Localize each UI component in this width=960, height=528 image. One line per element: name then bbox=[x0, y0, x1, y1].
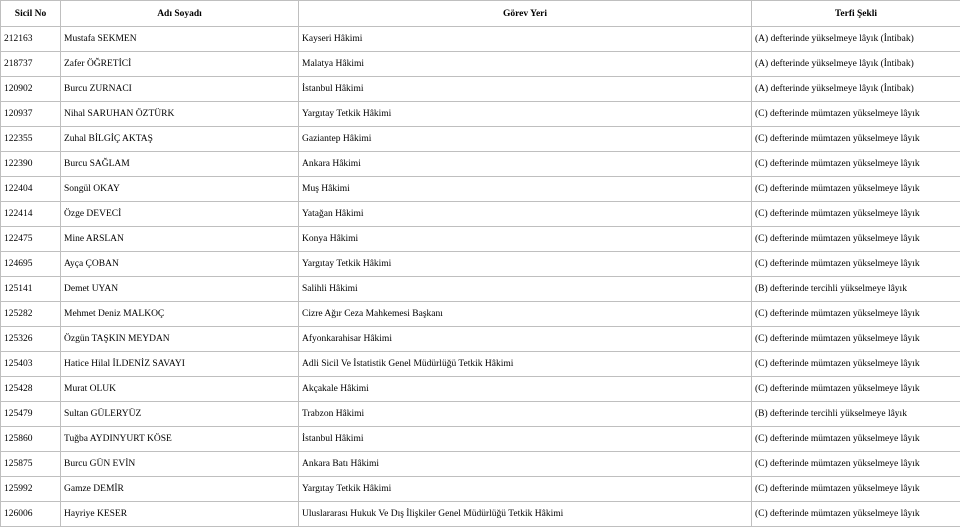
position-cell: Adli Sicil Ve İstatistik Genel Müdürlüğü Tetkik Hâkimi bbox=[299, 352, 752, 377]
table-row bbox=[1, 427, 960, 452]
name-cell: Demet UYAN bbox=[61, 277, 299, 302]
promotion-cell: (C) defterinde mümtazen yükselmeye lâyık bbox=[752, 177, 960, 202]
table-row bbox=[1, 177, 960, 202]
sicil-no-cell: 125860 bbox=[1, 427, 61, 452]
table-row bbox=[1, 327, 960, 352]
sicil-no-cell: 120937 bbox=[1, 102, 61, 127]
sicil-no-cell: 125875 bbox=[1, 452, 61, 477]
table-row bbox=[1, 27, 960, 52]
position-cell: Yargıtay Tetkik Hâkimi bbox=[299, 102, 752, 127]
sicil-no-cell: 122355 bbox=[1, 127, 61, 152]
name-cell: Ayça ÇOBAN bbox=[61, 252, 299, 277]
name-cell: Zuhal BİLGİÇ AKTAŞ bbox=[61, 127, 299, 152]
promotion-cell: (C) defterinde mümtazen yükselmeye lâyık bbox=[752, 302, 960, 327]
table-row bbox=[1, 52, 960, 77]
promotion-cell: (C) defterinde mümtazen yükselmeye lâyık bbox=[752, 427, 960, 452]
sicil-no-cell: 125403 bbox=[1, 352, 61, 377]
position-cell: Yargıtay Tetkik Hâkimi bbox=[299, 252, 752, 277]
name-cell: Hatice Hilal İLDENİZ SAVAYI bbox=[61, 352, 299, 377]
header-sicil-no: Sicil No bbox=[1, 1, 61, 27]
table-row bbox=[1, 502, 960, 527]
name-cell: Gamze DEMİR bbox=[61, 477, 299, 502]
header-gorev-yeri: Görev Yeri bbox=[299, 1, 752, 27]
position-cell: İstanbul Hâkimi bbox=[299, 77, 752, 102]
position-cell: Konya Hâkimi bbox=[299, 227, 752, 252]
table-row bbox=[1, 452, 960, 477]
name-cell: Songül OKAY bbox=[61, 177, 299, 202]
promotion-cell: (B) defterinde tercihli yükselmeye lâyık bbox=[752, 402, 960, 427]
sicil-no-cell: 120902 bbox=[1, 77, 61, 102]
table-body bbox=[1, 27, 960, 527]
name-cell: Mine ARSLAN bbox=[61, 227, 299, 252]
position-cell: Yargıtay Tetkik Hâkimi bbox=[299, 477, 752, 502]
name-cell: Burcu ZURNACI bbox=[61, 77, 299, 102]
table-row bbox=[1, 377, 960, 402]
sicil-no-cell: 212163 bbox=[1, 27, 61, 52]
header-terfi-sekli: Terfi Şekli bbox=[752, 1, 960, 27]
position-cell: Kayseri Hâkimi bbox=[299, 27, 752, 52]
position-cell: Trabzon Hâkimi bbox=[299, 402, 752, 427]
promotion-cell: (C) defterinde mümtazen yükselmeye lâyık bbox=[752, 452, 960, 477]
table-row bbox=[1, 352, 960, 377]
table-row bbox=[1, 402, 960, 427]
position-cell: Afyonkarahisar Hâkimi bbox=[299, 327, 752, 352]
sicil-no-cell: 126006 bbox=[1, 502, 61, 527]
position-cell: Akçakale Hâkimi bbox=[299, 377, 752, 402]
sicil-no-cell: 122475 bbox=[1, 227, 61, 252]
position-cell: Muş Hâkimi bbox=[299, 177, 752, 202]
promotion-cell: (C) defterinde mümtazen yükselmeye lâyık bbox=[752, 102, 960, 127]
sicil-no-cell: 122390 bbox=[1, 152, 61, 177]
table-row bbox=[1, 202, 960, 227]
promotion-cell: (C) defterinde mümtazen yükselmeye lâyık bbox=[752, 477, 960, 502]
position-cell: İstanbul Hâkimi bbox=[299, 427, 752, 452]
promotion-cell: (C) defterinde mümtazen yükselmeye lâyık bbox=[752, 202, 960, 227]
position-cell: Ankara Batı Hâkimi bbox=[299, 452, 752, 477]
promotion-cell: (B) defterinde tercihli yükselmeye lâyık bbox=[752, 277, 960, 302]
position-cell: Malatya Hâkimi bbox=[299, 52, 752, 77]
sicil-no-cell: 218737 bbox=[1, 52, 61, 77]
name-cell: Özge DEVECİ bbox=[61, 202, 299, 227]
position-cell: Salihli Hâkimi bbox=[299, 277, 752, 302]
promotion-cell: (C) defterinde mümtazen yükselmeye lâyık bbox=[752, 127, 960, 152]
promotion-cell: (A) defterinde yükselmeye lâyık (İntibak) bbox=[752, 52, 960, 77]
sicil-no-cell: 125992 bbox=[1, 477, 61, 502]
name-cell: Sultan GÜLERYÜZ bbox=[61, 402, 299, 427]
sicil-no-cell: 125479 bbox=[1, 402, 61, 427]
sicil-no-cell: 122404 bbox=[1, 177, 61, 202]
position-cell: Uluslararası Hukuk Ve Dış İlişkiler Genel Müdürlüğü Tetkik Hâkimi bbox=[299, 502, 752, 527]
position-cell: Ankara Hâkimi bbox=[299, 152, 752, 177]
name-cell: Hayriye KESER bbox=[61, 502, 299, 527]
table-row bbox=[1, 102, 960, 127]
promotion-cell: (C) defterinde mümtazen yükselmeye lâyık bbox=[752, 152, 960, 177]
promotion-cell: (C) defterinde mümtazen yükselmeye lâyık bbox=[752, 327, 960, 352]
sicil-no-cell: 125282 bbox=[1, 302, 61, 327]
table-row bbox=[1, 477, 960, 502]
table-row bbox=[1, 252, 960, 277]
promotion-cell: (C) defterinde mümtazen yükselmeye lâyık bbox=[752, 227, 960, 252]
position-cell: Yatağan Hâkimi bbox=[299, 202, 752, 227]
header-row bbox=[1, 1, 960, 27]
name-cell: Burcu GÜN EVİN bbox=[61, 452, 299, 477]
sicil-no-cell: 125326 bbox=[1, 327, 61, 352]
position-cell: Cizre Ağır Ceza Mahkemesi Başkanı bbox=[299, 302, 752, 327]
name-cell: Mustafa SEKMEN bbox=[61, 27, 299, 52]
name-cell: Tuğba AYDINYURT KÖSE bbox=[61, 427, 299, 452]
table-row bbox=[1, 152, 960, 177]
table-row bbox=[1, 77, 960, 102]
header-adi-soyadi: Adı Soyadı bbox=[61, 1, 299, 27]
table-row bbox=[1, 227, 960, 252]
promotion-cell: (A) defterinde yükselmeye lâyık (İntibak) bbox=[752, 27, 960, 52]
table-row bbox=[1, 277, 960, 302]
table-row bbox=[1, 127, 960, 152]
promotion-cell: (C) defterinde mümtazen yükselmeye lâyık bbox=[752, 352, 960, 377]
sicil-no-cell: 125141 bbox=[1, 277, 61, 302]
promotion-cell: (A) defterinde yükselmeye lâyık (İntibak) bbox=[752, 77, 960, 102]
promotion-cell: (C) defterinde mümtazen yükselmeye lâyık bbox=[752, 377, 960, 402]
promotion-cell: (C) defterinde mümtazen yükselmeye lâyık bbox=[752, 252, 960, 277]
table-row bbox=[1, 302, 960, 327]
name-cell: Mehmet Deniz MALKOÇ bbox=[61, 302, 299, 327]
sicil-no-cell: 124695 bbox=[1, 252, 61, 277]
name-cell: Zafer ÖĞRETİCİ bbox=[61, 52, 299, 77]
sicil-no-cell: 125428 bbox=[1, 377, 61, 402]
name-cell: Özgün TAŞKIN MEYDAN bbox=[61, 327, 299, 352]
name-cell: Nihal SARUHAN ÖZTÜRK bbox=[61, 102, 299, 127]
name-cell: Murat OLUK bbox=[61, 377, 299, 402]
position-cell: Gaziantep Hâkimi bbox=[299, 127, 752, 152]
promotion-cell: (C) defterinde mümtazen yükselmeye lâyık bbox=[752, 502, 960, 527]
name-cell: Burcu SAĞLAM bbox=[61, 152, 299, 177]
sicil-no-cell: 122414 bbox=[1, 202, 61, 227]
